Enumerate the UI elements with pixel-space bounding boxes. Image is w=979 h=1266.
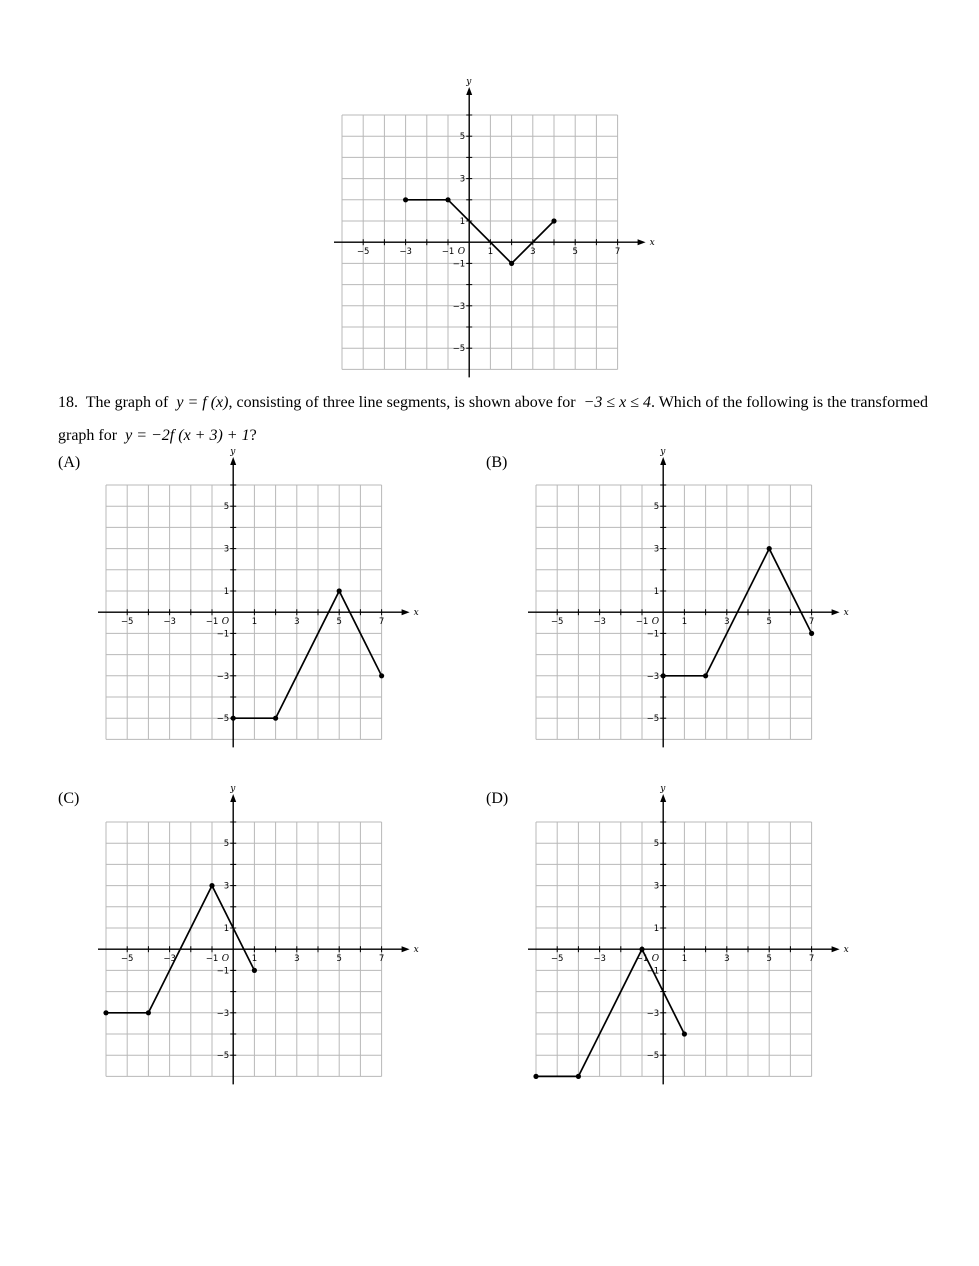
graph-option-c[interactable] [64, 784, 424, 1087]
x-axis-label: x [413, 945, 419, 956]
x-tick-label: 3 [294, 954, 300, 965]
x-axis-arrow-icon [638, 239, 646, 245]
x-tick-label: 7 [808, 954, 815, 965]
endpoint [445, 197, 450, 202]
option-b-label: (B) [486, 454, 508, 471]
y-axis-label: y [230, 447, 236, 457]
endpoint [146, 1010, 151, 1015]
x-tick-label: 5 [572, 247, 578, 258]
x-tick-label: −5 [356, 247, 370, 258]
endpoint [809, 631, 814, 636]
question-text-part1: The graph of [85, 394, 169, 411]
question-number: 18. [58, 394, 78, 411]
origin-label: O [651, 954, 660, 965]
y-tick-label: −5 [216, 1051, 230, 1062]
x-tick-label: −1 [205, 954, 219, 965]
x-tick-label: 1 [681, 954, 688, 965]
y-tick-label: 5 [653, 839, 660, 850]
origin-label: O [651, 617, 660, 628]
y-tick-label: 1 [653, 924, 660, 934]
x-tick-label: −3 [163, 954, 176, 965]
x-tick-label: 7 [808, 617, 815, 628]
y-axis-arrow-icon [466, 87, 472, 95]
y-tick-label: −3 [646, 1008, 660, 1019]
y-tick-label: 3 [223, 544, 230, 555]
y-axis-arrow-icon [660, 457, 666, 465]
y-tick-label: 3 [653, 881, 660, 892]
x-axis-label: x [843, 945, 849, 956]
y-axis-label: y [660, 447, 666, 457]
option-c-label: (C) [58, 790, 80, 807]
function-expression: y = f (x) [176, 394, 229, 411]
y-axis-arrow-icon [230, 794, 236, 802]
question-text-part3: . Which of the following is the transformed graph for [58, 394, 928, 444]
endpoint [231, 716, 236, 721]
x-tick-label: −3 [593, 954, 606, 965]
domain-expression: −3 ≤ x ≤ 4 [583, 394, 651, 411]
x-tick-label: −3 [593, 617, 606, 628]
x-tick-label: 3 [724, 954, 730, 965]
x-tick-label: 1 [251, 617, 258, 628]
question-text-part2: , consisting of three line segments, is shown above for [228, 394, 576, 411]
x-tick-label: 3 [530, 247, 536, 258]
x-tick-label: 1 [681, 617, 688, 628]
axes-b [528, 447, 849, 747]
endpoint [209, 883, 214, 888]
endpoint [661, 673, 666, 678]
axes-original [334, 77, 655, 377]
y-axis-label: y [466, 77, 472, 87]
origin-label: O [221, 954, 230, 965]
x-tick-label: −5 [120, 617, 134, 628]
x-tick-label: −3 [163, 617, 176, 628]
endpoint [767, 546, 772, 551]
x-tick-label: 3 [294, 617, 300, 628]
x-tick-label: 5 [336, 617, 342, 628]
y-tick-label: −3 [646, 671, 660, 682]
option-a-label: (A) [58, 454, 81, 471]
x-axis-arrow-icon [402, 946, 410, 952]
endpoint [682, 1031, 687, 1036]
graph-original-svg [300, 77, 660, 380]
graph-option-c-svg [64, 784, 424, 1087]
x-tick-label: 1 [487, 247, 494, 258]
endpoint [103, 1010, 108, 1015]
endpoint [252, 968, 257, 973]
y-axis-label: y [660, 784, 666, 794]
axes-c [98, 784, 419, 1084]
x-axis-arrow-icon [832, 946, 840, 952]
endpoint [639, 947, 644, 952]
endpoint [533, 1074, 538, 1079]
y-tick-label: −1 [452, 259, 466, 270]
x-tick-label: 5 [766, 954, 772, 965]
x-tick-label: 5 [336, 954, 342, 965]
y-tick-label: 1 [223, 924, 230, 934]
y-tick-label: 3 [223, 881, 230, 892]
y-tick-label: 5 [653, 502, 660, 513]
y-axis-arrow-icon [230, 457, 236, 465]
y-tick-label: −1 [646, 966, 660, 977]
x-tick-label: 5 [766, 617, 772, 628]
question-text-part4: ? [249, 427, 257, 444]
x-tick-label: −3 [399, 247, 412, 258]
x-tick-label: 7 [378, 617, 385, 628]
x-tick-label: −5 [120, 954, 134, 965]
y-tick-label: 5 [459, 132, 466, 143]
graph-option-a[interactable] [64, 447, 424, 750]
axes-a [98, 447, 419, 747]
x-tick-label: 1 [251, 954, 258, 965]
y-tick-label: −5 [646, 714, 660, 725]
x-tick-label: −1 [441, 247, 455, 258]
x-tick-label: −1 [635, 617, 649, 628]
endpoint [273, 716, 278, 721]
y-tick-label: −1 [646, 629, 660, 640]
x-axis-arrow-icon [402, 609, 410, 615]
graph-option-d[interactable] [494, 784, 854, 1087]
y-tick-label: 5 [223, 839, 230, 850]
graph-option-a-svg [64, 447, 424, 750]
axes-d [528, 784, 849, 1084]
endpoint [703, 673, 708, 678]
endpoint [509, 261, 514, 266]
x-axis-label: x [413, 608, 419, 619]
y-tick-label: −5 [452, 344, 466, 355]
x-tick-label: −5 [550, 617, 564, 628]
y-axis-label: y [230, 784, 236, 794]
graph-option-b-svg [494, 447, 854, 750]
graph-original [300, 77, 660, 380]
graph-option-d-svg [494, 784, 854, 1087]
question-text [58, 386, 928, 452]
endpoint [403, 197, 408, 202]
endpoint [379, 673, 384, 678]
transformed-expression: y = −2f (x + 3) + 1 [125, 427, 250, 444]
endpoint [337, 588, 342, 593]
y-tick-label: 1 [459, 217, 466, 227]
y-tick-label: −5 [216, 714, 230, 725]
y-tick-label: 5 [223, 502, 230, 513]
x-tick-label: 7 [614, 247, 621, 258]
graph-option-b[interactable] [494, 447, 854, 750]
x-tick-label: −1 [205, 617, 219, 628]
y-tick-label: 3 [459, 174, 466, 185]
y-axis-arrow-icon [660, 794, 666, 802]
endpoint [551, 218, 556, 223]
y-tick-label: −3 [452, 301, 466, 312]
y-tick-label: 1 [653, 587, 660, 597]
endpoint [576, 1074, 581, 1079]
y-tick-label: −1 [216, 966, 230, 977]
x-tick-label: 7 [378, 954, 385, 965]
origin-label: O [221, 617, 230, 628]
option-d-label: (D) [486, 790, 509, 807]
y-tick-label: 3 [653, 544, 660, 555]
x-tick-label: −1 [635, 954, 649, 965]
y-tick-label: 1 [223, 587, 230, 597]
y-tick-label: −1 [216, 629, 230, 640]
x-axis-label: x [649, 238, 655, 249]
y-tick-label: −5 [646, 1051, 660, 1062]
x-tick-label: −5 [550, 954, 564, 965]
x-tick-label: 3 [724, 617, 730, 628]
y-tick-label: −3 [216, 671, 230, 682]
x-axis-arrow-icon [832, 609, 840, 615]
origin-label: O [457, 247, 466, 258]
x-axis-label: x [843, 608, 849, 619]
y-tick-label: −3 [216, 1008, 230, 1019]
